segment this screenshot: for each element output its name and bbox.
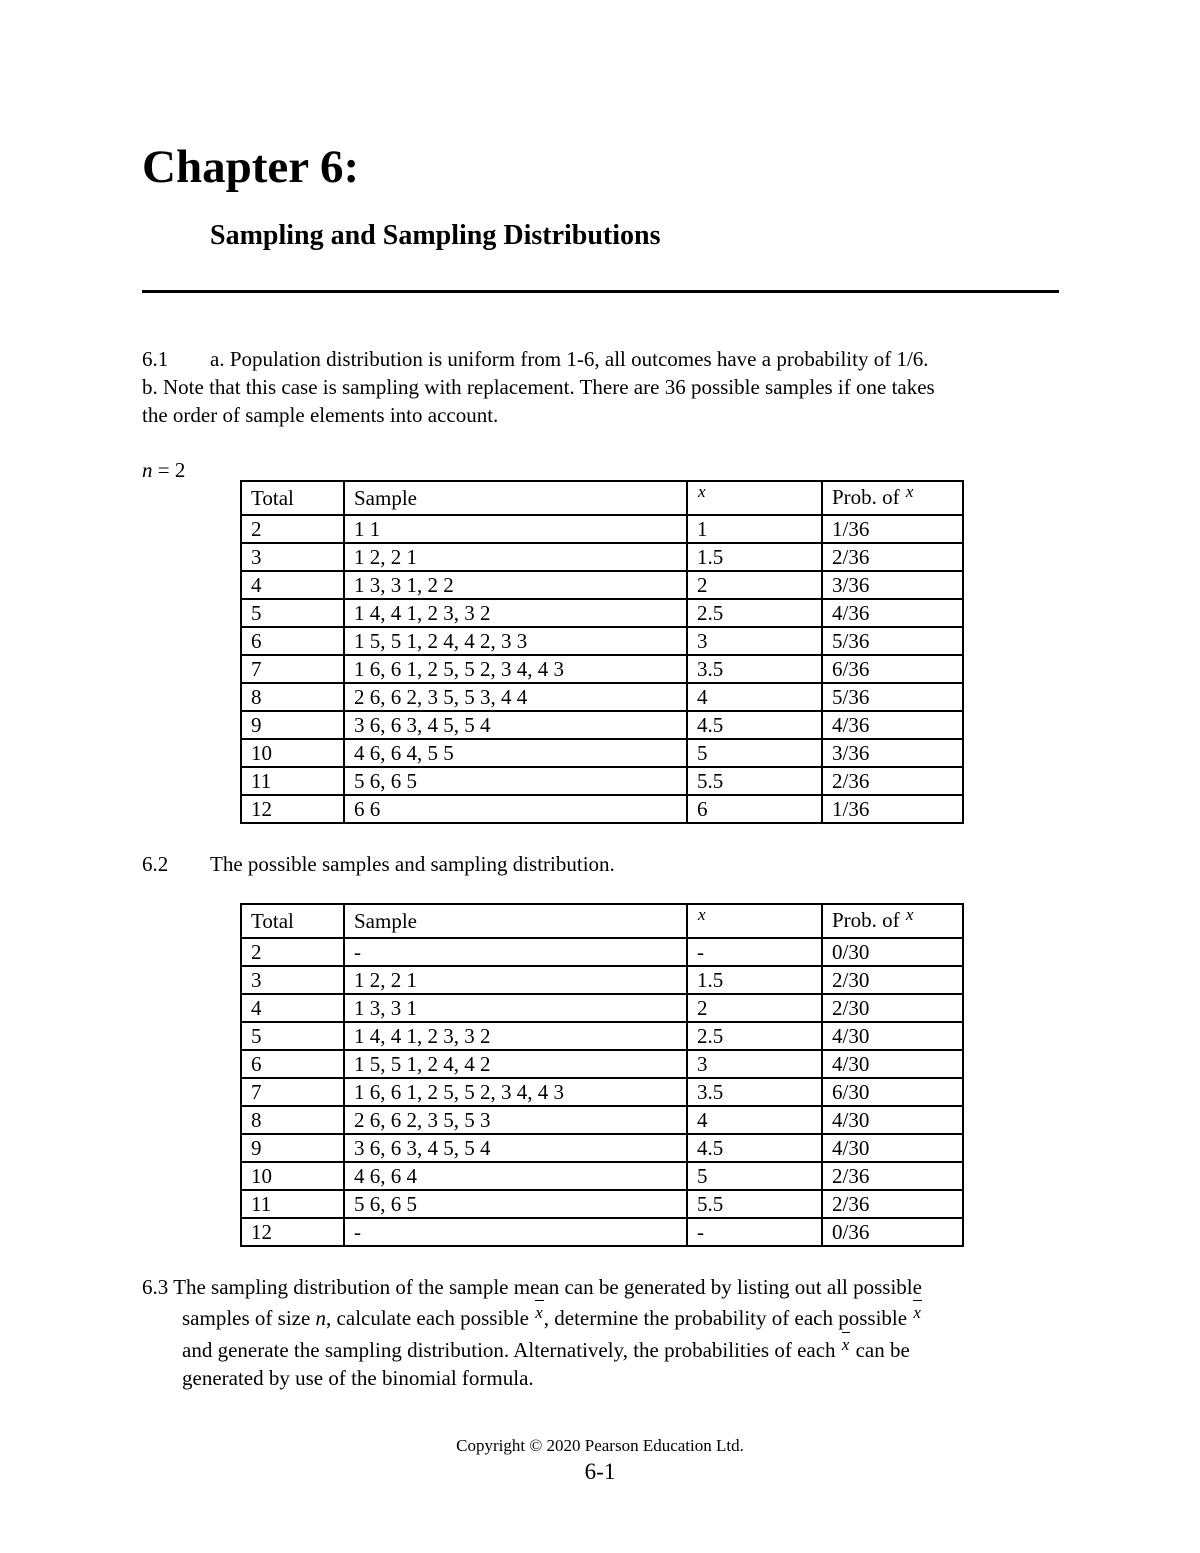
xbar-symbol: x xyxy=(905,903,915,927)
cell-sample: - xyxy=(344,938,687,966)
cell-prob: 3/36 xyxy=(822,571,963,599)
cell-xbar: - xyxy=(687,938,822,966)
table-row xyxy=(241,1022,963,1050)
xbar-symbol: x xyxy=(905,480,915,504)
n-symbol: n xyxy=(315,1306,327,1330)
cell-total: 12 xyxy=(241,795,344,823)
table-header-row xyxy=(241,481,963,515)
q63-line2 xyxy=(182,1304,922,1334)
header-total: Total xyxy=(241,904,344,938)
cell-total: 2 xyxy=(241,938,344,966)
table-row xyxy=(241,938,963,966)
cell-total: 3 xyxy=(241,543,344,571)
cell-prob: 5/36 xyxy=(822,627,963,655)
xbar-symbol: x xyxy=(534,1299,544,1327)
header-xbar xyxy=(687,481,822,515)
cell-xbar: 6 xyxy=(687,795,822,823)
cell-prob: 6/36 xyxy=(822,655,963,683)
xbar-symbol: x xyxy=(697,480,707,504)
q63-line1-text: The sampling distribution of the sample mean can be generated by listing out all possible xyxy=(173,1275,922,1299)
header-xbar xyxy=(687,904,822,938)
cell-prob: 6/30 xyxy=(822,1078,963,1106)
cell-xbar: 4 xyxy=(687,683,822,711)
cell-total: 9 xyxy=(241,1134,344,1162)
table-row xyxy=(241,994,963,1022)
cell-xbar: - xyxy=(687,1218,822,1246)
xbar-symbol: x xyxy=(697,903,707,927)
cell-prob: 4/30 xyxy=(822,1022,963,1050)
cell-prob: 4/30 xyxy=(822,1050,963,1078)
table-row xyxy=(241,655,963,683)
cell-sample: 5 6, 6 5 xyxy=(344,1190,687,1218)
cell-prob: 2/36 xyxy=(822,1190,963,1218)
cell-prob: 2/30 xyxy=(822,966,963,994)
cell-total: 5 xyxy=(241,1022,344,1050)
q63-line4: generated by use of the binomial formula. xyxy=(182,1366,534,1390)
cell-sample: 4 6, 6 4, 5 5 xyxy=(344,739,687,767)
xbar-symbol: x xyxy=(912,1299,922,1327)
table-row xyxy=(241,683,963,711)
cell-prob: 1/36 xyxy=(822,795,963,823)
cell-prob: 2/30 xyxy=(822,994,963,1022)
table-row xyxy=(241,627,963,655)
cell-sample: 3 6, 6 3, 4 5, 5 4 xyxy=(344,711,687,739)
q63-line2-b: , calculate each possible xyxy=(326,1306,535,1330)
q61-part-b-line2: the order of sample elements into account. xyxy=(142,403,499,427)
cell-sample: 1 2, 2 1 xyxy=(344,543,687,571)
cell-sample: 1 3, 3 1 xyxy=(344,994,687,1022)
cell-total: 12 xyxy=(241,1218,344,1246)
cell-xbar: 2 xyxy=(687,571,822,599)
title-rule xyxy=(142,290,1059,293)
table-row xyxy=(241,711,963,739)
cell-sample: - xyxy=(344,1218,687,1246)
cell-xbar: 5 xyxy=(687,739,822,767)
cell-prob: 4/36 xyxy=(822,599,963,627)
q61-part-a: a. Population distribution is uniform from 1-6, all outcomes have a probability of 1/6. xyxy=(210,347,929,371)
header-prob-label: Prob. of xyxy=(832,908,905,932)
cell-prob: 2/36 xyxy=(822,1162,963,1190)
cell-total: 11 xyxy=(241,1190,344,1218)
cell-prob: 4/36 xyxy=(822,711,963,739)
cell-total: 7 xyxy=(241,1078,344,1106)
cell-sample: 5 6, 6 5 xyxy=(344,767,687,795)
cell-sample: 3 6, 6 3, 4 5, 5 4 xyxy=(344,1134,687,1162)
cell-prob: 1/36 xyxy=(822,515,963,543)
q61-number: 6.1 xyxy=(142,347,169,371)
cell-xbar: 1.5 xyxy=(687,543,822,571)
cell-xbar: 1.5 xyxy=(687,966,822,994)
cell-sample: 1 3, 3 1, 2 2 xyxy=(344,571,687,599)
table-row xyxy=(241,1050,963,1078)
table-row xyxy=(241,1190,963,1218)
cell-sample: 6 6 xyxy=(344,795,687,823)
q63-line3-b: can be xyxy=(850,1338,910,1362)
footer-copyright: Copyright © 2020 Pearson Education Ltd. xyxy=(456,1436,744,1455)
n-symbol: n xyxy=(142,458,153,482)
cell-sample: 1 6, 6 1, 2 5, 5 2, 3 4, 4 3 xyxy=(344,655,687,683)
table-row xyxy=(241,515,963,543)
cell-xbar: 5.5 xyxy=(687,767,822,795)
table-row xyxy=(241,1134,963,1162)
table-row xyxy=(241,599,963,627)
cell-total: 7 xyxy=(241,655,344,683)
header-prob xyxy=(822,481,963,515)
sampling-table-2 xyxy=(240,903,964,1247)
cell-sample: 2 6, 6 2, 3 5, 5 3, 4 4 xyxy=(344,683,687,711)
q63-line2-c: , determine the probability of each possible xyxy=(543,1306,913,1330)
table-row xyxy=(241,571,963,599)
cell-total: 8 xyxy=(241,1106,344,1134)
cell-sample: 1 5, 5 1, 2 4, 4 2, 3 3 xyxy=(344,627,687,655)
header-sample: Sample xyxy=(344,904,687,938)
cell-xbar: 1 xyxy=(687,515,822,543)
q63-line3-a: and generate the sampling distribution. Alternatively, the probabilities of each xyxy=(182,1338,841,1362)
table-row xyxy=(241,543,963,571)
cell-xbar: 4.5 xyxy=(687,1134,822,1162)
q62-text: The possible samples and sampling distribution. xyxy=(210,852,615,876)
cell-total: 8 xyxy=(241,683,344,711)
cell-xbar: 2.5 xyxy=(687,599,822,627)
cell-xbar: 3 xyxy=(687,627,822,655)
q61-part-b-line1: b. Note that this case is sampling with replacement. There are 36 possible samples if one takes xyxy=(142,375,935,399)
cell-xbar: 5.5 xyxy=(687,1190,822,1218)
sampling-table-1 xyxy=(240,480,964,824)
sample-size-label xyxy=(142,456,185,484)
cell-sample: 1 2, 2 1 xyxy=(344,966,687,994)
q63-line2-a: samples of size xyxy=(182,1306,316,1330)
cell-prob: 4/30 xyxy=(822,1134,963,1162)
q63-number: 6.3 xyxy=(142,1275,169,1299)
table-row xyxy=(241,1106,963,1134)
table-2-body xyxy=(241,938,963,1246)
cell-prob: 5/36 xyxy=(822,683,963,711)
cell-xbar: 2.5 xyxy=(687,1022,822,1050)
cell-total: 4 xyxy=(241,571,344,599)
cell-total: 6 xyxy=(241,627,344,655)
cell-xbar: 3 xyxy=(687,1050,822,1078)
q63-line1 xyxy=(142,1273,922,1301)
cell-total: 6 xyxy=(241,1050,344,1078)
table-row xyxy=(241,1078,963,1106)
cell-total: 4 xyxy=(241,994,344,1022)
header-total: Total xyxy=(241,481,344,515)
cell-prob: 3/36 xyxy=(822,739,963,767)
table-row xyxy=(241,739,963,767)
cell-prob: 2/36 xyxy=(822,543,963,571)
chapter-subtitle: Sampling and Sampling Distributions xyxy=(210,220,661,251)
xbar-symbol: x xyxy=(841,1331,851,1359)
cell-xbar: 5 xyxy=(687,1162,822,1190)
cell-prob: 2/36 xyxy=(822,767,963,795)
n-value: = 2 xyxy=(152,458,186,482)
cell-total: 10 xyxy=(241,739,344,767)
table-row xyxy=(241,1218,963,1246)
table-1-body xyxy=(241,515,963,823)
cell-xbar: 3.5 xyxy=(687,655,822,683)
cell-sample: 1 1 xyxy=(344,515,687,543)
cell-xbar: 4 xyxy=(687,1106,822,1134)
cell-sample: 1 4, 4 1, 2 3, 3 2 xyxy=(344,1022,687,1050)
cell-total: 10 xyxy=(241,1162,344,1190)
q63-line3 xyxy=(182,1336,910,1366)
cell-prob: 0/36 xyxy=(822,1218,963,1246)
cell-xbar: 2 xyxy=(687,994,822,1022)
table-row xyxy=(241,1162,963,1190)
header-prob xyxy=(822,904,963,938)
q62-number: 6.2 xyxy=(142,852,169,876)
cell-prob: 0/30 xyxy=(822,938,963,966)
cell-xbar: 3.5 xyxy=(687,1078,822,1106)
cell-total: 3 xyxy=(241,966,344,994)
table-row xyxy=(241,767,963,795)
cell-total: 2 xyxy=(241,515,344,543)
cell-total: 5 xyxy=(241,599,344,627)
header-prob-label: Prob. of xyxy=(832,485,905,509)
cell-sample: 2 6, 6 2, 3 5, 5 3 xyxy=(344,1106,687,1134)
table-row xyxy=(241,795,963,823)
chapter-title: Chapter 6: xyxy=(142,141,360,193)
cell-sample: 1 6, 6 1, 2 5, 5 2, 3 4, 4 3 xyxy=(344,1078,687,1106)
table-row xyxy=(241,966,963,994)
cell-total: 9 xyxy=(241,711,344,739)
header-sample: Sample xyxy=(344,481,687,515)
table-header-row xyxy=(241,904,963,938)
cell-sample: 1 5, 5 1, 2 4, 4 2 xyxy=(344,1050,687,1078)
cell-sample: 1 4, 4 1, 2 3, 3 2 xyxy=(344,599,687,627)
cell-sample: 4 6, 6 4 xyxy=(344,1162,687,1190)
cell-xbar: 4.5 xyxy=(687,711,822,739)
cell-total: 11 xyxy=(241,767,344,795)
page-number: 6-1 xyxy=(584,1459,616,1484)
cell-prob: 4/30 xyxy=(822,1106,963,1134)
